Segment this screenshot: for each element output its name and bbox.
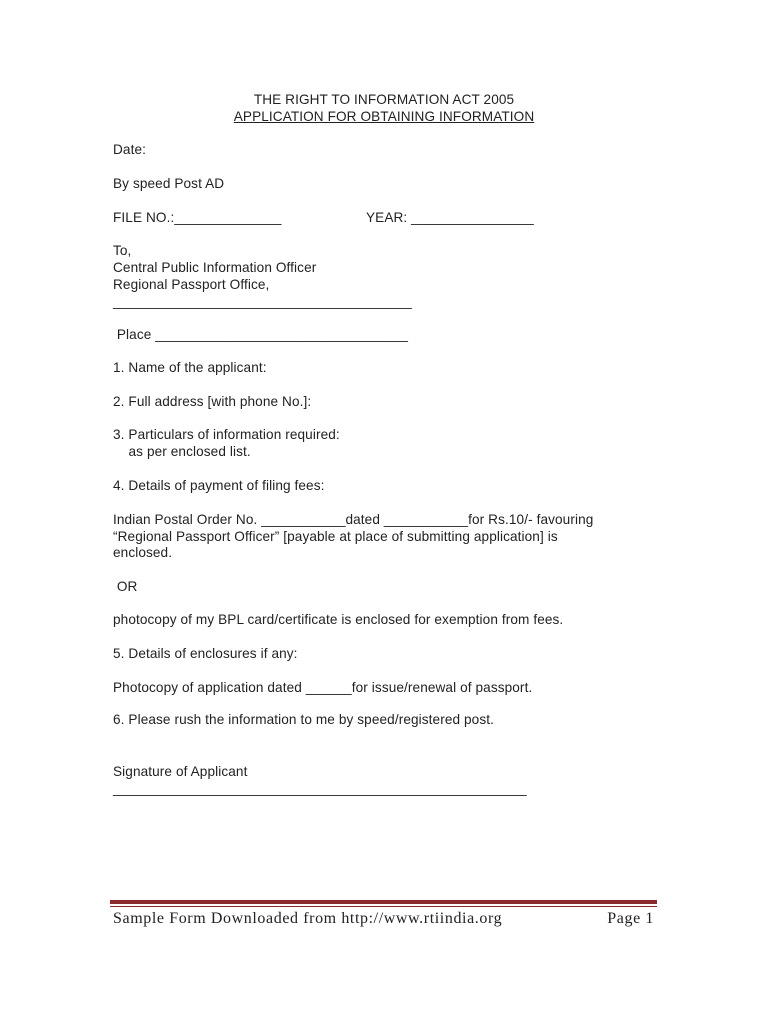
- office-blank-line: _______________________________________: [113, 294, 412, 309]
- file-no-field: FILE NO.:______________: [113, 210, 282, 225]
- item-name-of-applicant: 1. Name of the applicant:: [113, 360, 267, 375]
- footer-rule-thin: [110, 906, 657, 907]
- item-full-address: 2. Full address [with phone No.]:: [113, 394, 312, 409]
- signature-label: Signature of Applicant: [113, 764, 248, 779]
- officer-title: Central Public Information Officer: [113, 260, 317, 275]
- to-label: To,: [113, 243, 132, 258]
- ipo-line-1: Indian Postal Order No. ___________dated ___________for Rs.10/- favouring: [113, 512, 594, 527]
- footer-rule: [110, 900, 657, 904]
- enclosure-detail: Photocopy of application dated ______for issue/renewal of passport.: [113, 680, 533, 695]
- document-title: THE RIGHT TO INFORMATION ACT 2005: [253, 92, 515, 107]
- item-rush-request: 6. Please rush the information to me by speed/registered post.: [113, 712, 494, 727]
- ipo-line-2: “Regional Passport Officer” [payable at place of submitting application] is: [113, 529, 558, 544]
- or-separator: OR: [113, 579, 138, 594]
- bpl-exemption: photocopy of my BPL card/certificate is enclosed for exemption from fees.: [113, 612, 564, 627]
- item-particulars-detail: as per enclosed list.: [113, 444, 251, 459]
- footer-source: Sample Form Downloaded from http://www.rtiindia.org: [113, 910, 503, 927]
- place-field: Place _________________________________: [113, 327, 409, 342]
- delivery-mode: By speed Post AD: [113, 176, 225, 191]
- year-field: YEAR: ________________: [366, 210, 534, 225]
- ipo-line-3: enclosed.: [113, 545, 173, 560]
- office-name: Regional Passport Office,: [113, 277, 270, 292]
- page-number: Page 1: [607, 910, 654, 927]
- document-subtitle: APPLICATION FOR OBTAINING INFORMATION: [233, 109, 535, 124]
- item-particulars: 3. Particulars of information required:: [113, 427, 340, 442]
- item-payment-details: 4. Details of payment of filing fees:: [113, 478, 325, 493]
- date-field: Date:: [113, 142, 146, 157]
- item-enclosures: 5. Details of enclosures if any:: [113, 646, 298, 661]
- signature-blank-line: ______________________________________________________: [113, 781, 527, 796]
